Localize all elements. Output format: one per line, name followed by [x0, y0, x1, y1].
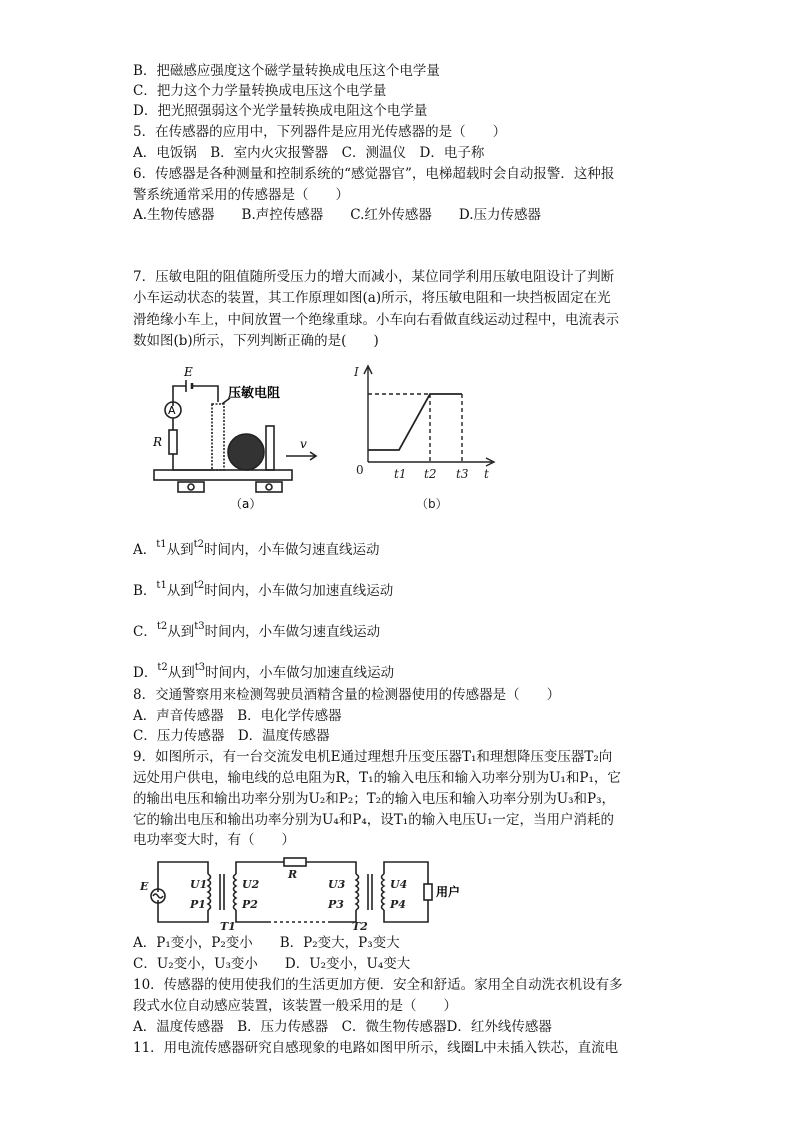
- text-line: 的输出电压和输出功率分别为U₂和P₂；T₂的输入电压和输入功率分别为U₃和P₃，: [133, 791, 615, 807]
- text-line: 它的输出电压和输出功率分别为U₄和P₄，设T₁的输入电压U₁一定，当用户消耗的: [133, 812, 614, 828]
- axis-origin: 0: [356, 463, 364, 477]
- text-line: 警系统通常采用的传感器是（ ）: [133, 187, 349, 203]
- label-P2: P2: [242, 898, 258, 911]
- q9-options-1: A．P₁变小，P₂变小 B．P₂变大，P₃变大: [133, 935, 400, 951]
- label-R9: R: [288, 868, 298, 881]
- label-U2: U2: [242, 878, 260, 891]
- text-line: D．把光照强弱这个光学量转换成电阻这个电学量: [133, 103, 428, 119]
- question-8: 8．交通警察用来检测驾驶员酒精含量的检测器使用的传感器是（ ）: [133, 687, 561, 703]
- question-5: 5．在传感器的应用中，下列器件是应用光传感器的是（ ）: [133, 124, 507, 140]
- axis-I: I: [354, 365, 359, 379]
- question-11: 11．用电流传感器研究自感现象的电路如图甲所示，线圈L中未插入铁芯，直流电: [133, 1040, 619, 1056]
- figure-b-current-graph: [352, 362, 502, 512]
- text-line: 滑绝缘小车上，中间放置一个绝缘重球。小车向右看做直线运动过程中，电流表示: [133, 312, 619, 328]
- text-line: C．把力这个力学量转换成电压这个电学量: [133, 83, 387, 99]
- label-P4: P4: [390, 898, 406, 911]
- question-10: 10．传感器的使用使我们的生活更加方便．安全和舒适。家用全自动洗衣机设有多: [133, 977, 623, 993]
- figure-9-transmission: [138, 852, 478, 932]
- caption-a: （a）: [230, 497, 262, 510]
- label-R: R: [153, 435, 163, 449]
- label-P3: P3: [328, 898, 344, 911]
- figure-a-pressure-cart: [148, 360, 328, 510]
- label-U1: U1: [190, 878, 208, 891]
- q7-option-b: B．$^{t1}$从到$^{t2}$时间内，小车做匀加速直线运动: [133, 580, 394, 599]
- axis-t: t: [484, 467, 489, 481]
- text-line: 远处用户供电，输电线的总电阻为R，T₁的输入电压和输入功率分别为U₁和P₁，它: [133, 770, 621, 786]
- text-line: B．把磁感应强度这个磁学量转换成电压这个电学量: [133, 63, 440, 79]
- tick-t1: t1: [394, 467, 407, 481]
- text-line: 电功率变大时，有（ ）: [133, 832, 295, 848]
- label-U3: U3: [328, 878, 346, 891]
- q6-options: A.生物传感器 B.声控传感器 C.红外传感器 D.压力传感器: [133, 207, 542, 223]
- q8-options-1: A．声音传感器 B．电化学传感器: [133, 708, 342, 724]
- text-line: 段式水位自动感应装置，该装置一般采用的是（ ）: [133, 998, 457, 1014]
- tick-t3: t3: [456, 467, 469, 481]
- question-9: 9．如图所示，有一台交流发电机E通过理想升压变压器T₁和理想降压变压器T₂向: [133, 749, 613, 765]
- question-7: 7．压敏电阻的阻值随所受压力的增大而减小，某位同学利用压敏电阻设计了判断: [133, 269, 615, 285]
- label-E9: E: [140, 880, 149, 893]
- label-E: E: [184, 365, 193, 379]
- q9-options-2: C．U₂变小，U₃变小 D．U₂变小，U₄变大: [133, 956, 411, 972]
- text-line: 数如图(b)所示，下列判断正确的是( ): [133, 333, 379, 349]
- label-U4: U4: [390, 878, 408, 891]
- q8-options-2: C．压力传感器 D．温度传感器: [133, 728, 330, 744]
- label-pressure-resistor: 压敏电阻: [228, 386, 281, 401]
- label-T1: T1: [220, 920, 236, 932]
- question-6: 6．传感器是各种测量和控制系统的“感觉器官”，电梯超载时会自动报警．这种报: [133, 166, 615, 182]
- q7-option-d: D．$^{t2}$从到$^{t3}$时间内，小车做匀加速直线运动: [133, 662, 395, 681]
- q10-options: A．温度传感器 B．压力传感器 C．微生物传感器D．红外线传感器: [133, 1019, 552, 1035]
- label-user: 用户: [436, 885, 461, 899]
- label-P1: P1: [190, 898, 206, 911]
- q7-option-a: A．$^{t1}$从到$^{t2}$时间内，小车做匀速直线运动: [133, 539, 380, 558]
- text-line: 小车运动状态的装置，其工作原理如图(a)所示，将压敏电阻和一块挡板固定在光: [133, 290, 611, 306]
- caption-b: （b）: [416, 497, 448, 511]
- q5-options: A．电饭锅 B．室内火灾报警器 C．测温仪 D．电子称: [133, 145, 485, 161]
- q7-option-c: C．$^{t2}$从到$^{t3}$时间内，小车做匀速直线运动: [133, 621, 381, 640]
- tick-t2: t2: [424, 467, 437, 481]
- label-T2: T2: [352, 920, 368, 932]
- ammeter-icon: A: [168, 404, 176, 417]
- label-v: v: [300, 437, 307, 451]
